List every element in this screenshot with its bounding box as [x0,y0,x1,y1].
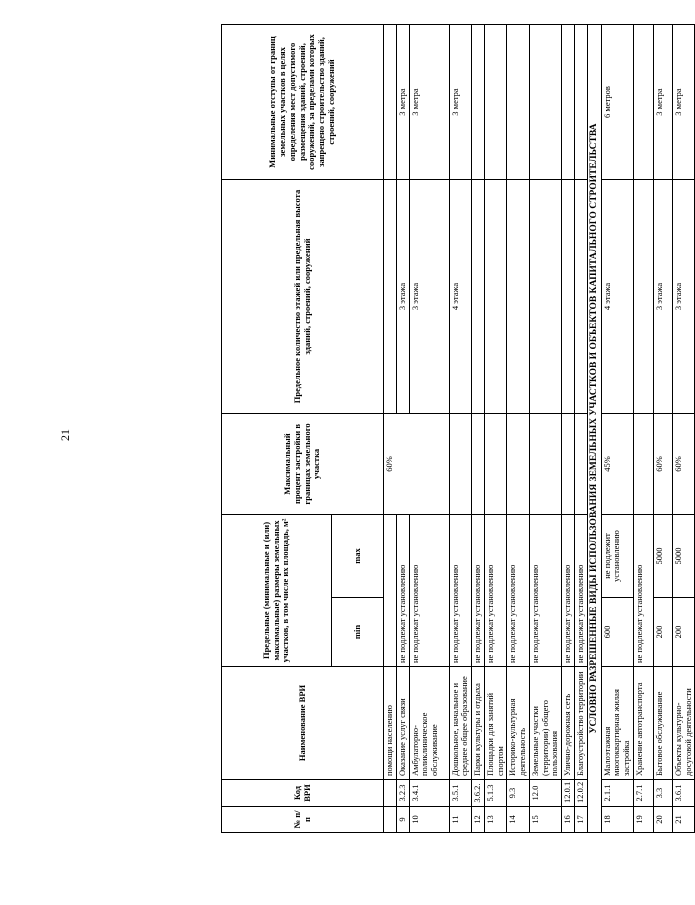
header-size-group-text: Предельные (минимальные и (или) максимальные) размеры земельных участков, в том числе их площадь, м² [260,518,291,663]
cell-setback [562,25,575,180]
cell-name: Площадки для занятий спортом [484,667,507,780]
cell-percent [574,414,587,515]
cell-size: не подлежат установлению [409,515,449,667]
cell-max: 5000 [653,515,672,598]
regulations-table [221,24,695,833]
cell-size: не подлежат установлению [529,515,561,667]
cell-size: не подлежат установлению [633,515,653,667]
cell-floors [507,180,530,414]
cell-min: 600 [601,598,633,667]
cell-num: 10 [409,807,449,833]
cell-min: 200 [672,598,695,667]
cell-name: Историко-культурная деятельность [507,667,530,780]
cell-percent [484,414,507,515]
table-row [484,25,507,833]
header-row-1 [222,25,332,833]
cell-setback [472,25,485,180]
cell-name: Благоустройство территории [574,667,587,780]
cell-floors [574,180,587,414]
cell-floors [529,180,561,414]
cell-num: 21 [672,807,695,833]
cell-max: 5000 [672,515,695,598]
cell-code: 3.3 [653,780,672,807]
header-percent: Максимальный процент застройки в границах земельного участка [222,414,384,515]
header-setback: Минимальные отступы от границ земельных участков в целях определения мест допустимого размещения зданий, строений, сооружений, за пределами которых запрещено строительство зданий, строений, сооружений [222,25,384,180]
cell-setback: 6 метров [601,25,633,180]
table-row [633,25,653,833]
cell-num: 19 [633,807,653,833]
cell-name: Парки культуры и отдыха [472,667,485,780]
cell-num: 17 [574,807,587,833]
cell-name: Улично-дорожная сеть [562,667,575,780]
cell-code [384,780,397,807]
cell-floors [633,180,653,414]
cell-code: 2.7.1 [633,780,653,807]
table-row [601,25,633,833]
cell-floors [472,180,485,414]
cell-size: не подлежат установлению [507,515,530,667]
cell-code: 3.4.1 [409,780,449,807]
section-row [587,25,601,833]
cell-floors [562,180,575,414]
cell-name: Объекты культурно-досуговой деятельности [672,667,695,780]
cell-size: не подлежат установлению [574,515,587,667]
cell-num: 12 [472,807,485,833]
cell-code: 12.0 [529,780,561,807]
cell-num: 20 [653,807,672,833]
table-row [507,25,530,833]
table-row [672,25,695,833]
cell-num [384,807,397,833]
header-name: Наименование ВРИ [222,667,384,780]
cell-floors: 3 этажа [396,180,409,414]
cell-setback: 3 метра [409,25,449,180]
cell-num: 9 [396,807,409,833]
cell-size: не подлежат установлению [472,515,485,667]
header-size-group [222,515,332,667]
cell-code: 2.1.1 [601,780,633,807]
cell-percent [633,414,653,515]
cell-percent: 60% [653,414,672,515]
cell-name: Дошкольное, начальное и среднее общее образование [449,667,472,780]
table-row [529,25,561,833]
cell-setback [574,25,587,180]
cell-name: Бытовое обслуживание [653,667,672,780]
cell-setback [484,25,507,180]
cell-name: Малоэтажная многоквартирная жилая застройка [601,667,633,780]
table-row [472,25,485,833]
header-code: Код ВРИ [222,780,384,807]
cell-max: не подлежит установлению [601,515,633,598]
cell-num: 16 [562,807,575,833]
table-row [574,25,587,833]
cell-percent [449,414,472,515]
cell-floors: 4 этажа [449,180,472,414]
cell-code: 12.0.2 [574,780,587,807]
cell-setback: 3 метра [449,25,472,180]
cell-size: не подлежат установлению [484,515,507,667]
page-number: 21 [58,429,72,441]
cell-code: 3.2.3 [396,780,409,807]
cell-setback [529,25,561,180]
cell-percent [562,414,575,515]
cell-num: 14 [507,807,530,833]
cell-percent [529,414,561,515]
header-min: min [332,598,384,667]
cell-name: Оказание услуг связи [396,667,409,780]
table-row [562,25,575,833]
cell-setback: 3 метра [653,25,672,180]
table-row [449,25,472,833]
cell-percent: 60% [672,414,695,515]
cell-size: не подлежат установлению [396,515,409,667]
cell-setback [633,25,653,180]
cell-min: 200 [653,598,672,667]
cell-code: 3.6.1 [672,780,695,807]
cell-num: 11 [449,807,472,833]
cell-setback: 3 метра [672,25,695,180]
cell-code: 3.6.2. [472,780,485,807]
rotated-table-container [221,25,693,833]
cell-num: 18 [601,807,633,833]
cell-floors: 4 этажа [601,180,633,414]
cell-code: 5.1.3 [484,780,507,807]
table-row [384,25,397,833]
cell-percent [507,414,530,515]
cell-floors: 3 этажа [409,180,449,414]
cell-name: Хранение автотранспорта [633,667,653,780]
cell-percent [472,414,485,515]
header-floors: Предельное количество этажей или предельная высота зданий, строений, сооружений [222,180,384,414]
cell-name: помощи населению [384,667,397,780]
cell-floors [484,180,507,414]
cell-name: Амбулаторно-поликлиническое обслуживание [409,667,449,780]
cell-setback [507,25,530,180]
cell-code: 3.5.1 [449,780,472,807]
cell-percent: 60% [384,414,450,515]
cell-num: 13 [484,807,507,833]
header-num: № п/п [222,807,384,833]
cell-percent: 45% [601,414,633,515]
section-title: УСЛОВНО РАЗРЕШЕННЫЕ ВИДЫ ИСПОЛЬЗОВАНИЯ ЗЕМЕЛЬНЫХ УЧАСТКОВ И ОБЪЕКТОВ КАПИТАЛЬНОГО СТРОИТЕЛЬСТВА [587,25,601,833]
cell-setback [384,25,397,180]
table-row [653,25,672,833]
cell-floors: 3 этажа [672,180,695,414]
header-max: max [332,515,384,598]
cell-floors: 3 этажа [653,180,672,414]
cell-size [384,515,397,667]
cell-setback: 3 метра [396,25,409,180]
cell-code: 9.3 [507,780,530,807]
cell-code: 12.0.1 [562,780,575,807]
cell-floors [384,180,397,414]
cell-name: Земельные участки (территории) общего пользования [529,667,561,780]
cell-size: не подлежат установлению [562,515,575,667]
cell-num: 15 [529,807,561,833]
cell-size: не подлежат установлению [449,515,472,667]
